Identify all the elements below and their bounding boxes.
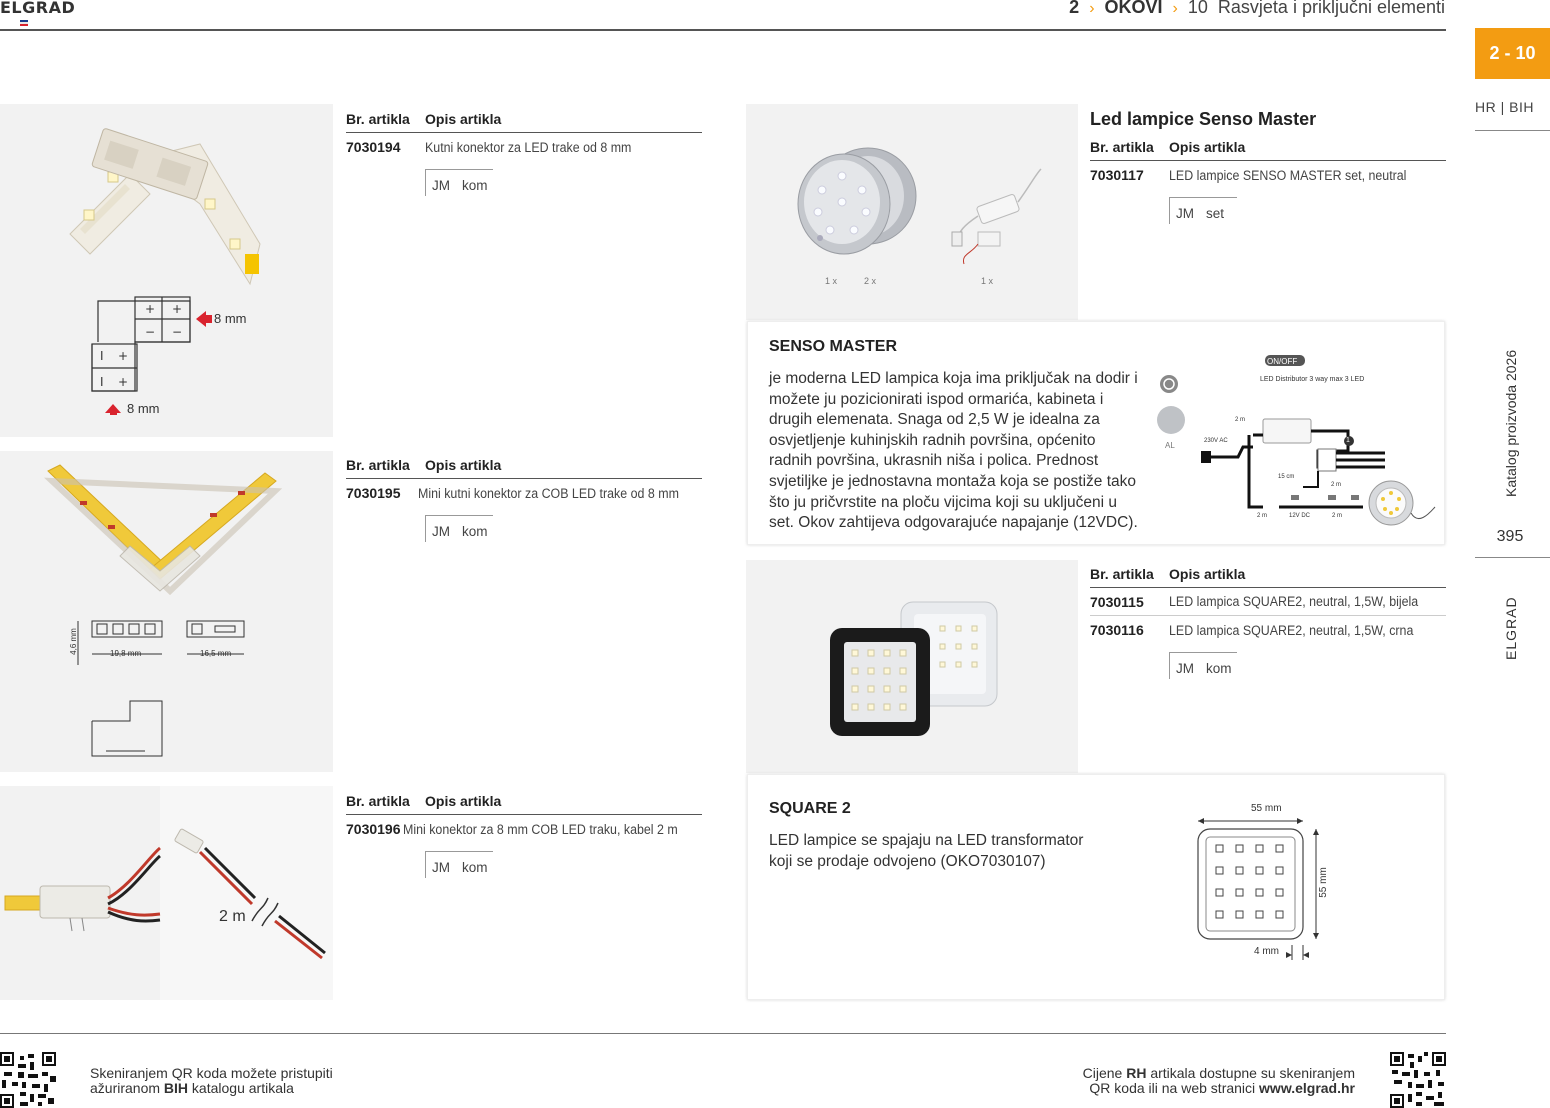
svg-text:+: +	[145, 302, 156, 316]
table-row	[346, 479, 702, 507]
image-dimension-label: 8 mm	[127, 401, 160, 416]
column-header-description: Opis artikla	[425, 457, 502, 473]
article-description: Mini kutni konektor za COB LED trake od 8 mm	[418, 485, 680, 501]
cob-connector-cable-illustration	[0, 786, 333, 1000]
unit-label: JM	[432, 860, 450, 875]
svg-text:I: I	[100, 349, 104, 363]
image-dimension-label: 19,8 mm	[110, 649, 142, 658]
breadcrumb	[1069, 0, 1445, 18]
dc-label: 12V DC	[1289, 513, 1311, 519]
product-image-7030195	[0, 451, 333, 772]
unit-label: JM	[1176, 661, 1194, 676]
cable-length-label: 2 m	[1331, 482, 1342, 488]
column-header-code: Br. artikla	[346, 793, 410, 809]
image-quantity-label: 2 x	[864, 276, 877, 286]
chevron-right-icon: ›	[1089, 0, 1095, 17]
unit-value: kom	[462, 524, 488, 539]
article-description: Mini konektor za 8 mm COB LED traku, kabel 2 m	[403, 821, 679, 837]
column-header-code: Br. artikla	[1090, 139, 1154, 155]
table-row	[1090, 161, 1446, 189]
product-table	[346, 793, 702, 878]
column-header-code: Br. artikla	[346, 111, 410, 127]
table-header	[346, 793, 702, 815]
side-brand: ELGRAD	[1503, 596, 1519, 660]
footer-text: artikala dostupne su skeniranjem	[1146, 1065, 1355, 1081]
mini-corner-connector-illustration	[0, 451, 333, 772]
info-title: SENSO MASTER	[769, 338, 898, 355]
catalog-label: Katalog proizvoda 2026	[1503, 349, 1519, 497]
image-dimension-label: 4,6 mm	[68, 628, 78, 655]
footer-text: ažuriranom	[90, 1080, 164, 1096]
table-header	[1090, 139, 1446, 161]
svg-text:+: +	[172, 302, 183, 316]
table-header	[1090, 566, 1446, 588]
article-code: 7030116	[1090, 622, 1144, 638]
image-quantity-label: 1 x	[825, 276, 838, 286]
breadcrumb-section[interactable]: OKOVI	[1104, 0, 1163, 17]
unit-value: kom	[462, 178, 488, 193]
connector-number-badge: 1	[1346, 437, 1350, 444]
section-badge: 2 - 10	[1475, 28, 1550, 79]
info-title: SQUARE 2	[769, 800, 851, 817]
unit-box	[425, 515, 493, 542]
image-dimension-label: 8 mm	[214, 311, 247, 326]
unit-value: kom	[462, 860, 488, 875]
table-row	[1090, 616, 1446, 644]
table-row	[1090, 588, 1446, 616]
ac-label: 230V AC	[1204, 438, 1228, 444]
svg-text:+: +	[118, 349, 129, 363]
article-code: 7030117	[1090, 167, 1144, 183]
senso-master-set-illustration	[746, 104, 1078, 320]
footer-text: Cijene	[1082, 1065, 1127, 1081]
unit-value: kom	[1206, 661, 1232, 676]
chevron-right-icon: ›	[1172, 0, 1178, 17]
article-description: LED lampice SENSO MASTER set, neutral	[1169, 167, 1407, 183]
header-divider	[0, 29, 1446, 31]
svg-text:−: −	[172, 325, 183, 339]
article-description: LED lampica SQUARE2, neutral, 1,5W, bijela	[1169, 594, 1419, 609]
column-header-description: Opis artikla	[425, 793, 502, 809]
square2-lamps-illustration	[746, 560, 1078, 773]
footer-text-bold: BIH	[163, 1080, 189, 1096]
footer-bih-note	[90, 1066, 333, 1096]
article-description: Kutni konektor za LED trake od 8 mm	[425, 139, 632, 155]
svg-text:−: −	[145, 325, 156, 339]
product-table	[1090, 139, 1446, 224]
dimension-height: 55 mm	[1317, 867, 1329, 898]
unit-label: JM	[432, 524, 450, 539]
table-row	[346, 133, 702, 161]
breadcrumb-subsection-number[interactable]: 10	[1187, 0, 1208, 17]
column-header-description: Opis artikla	[425, 111, 502, 127]
qr-code-rh-icon[interactable]	[1390, 1052, 1446, 1108]
unit-box	[425, 169, 493, 196]
article-code: 7030194	[346, 139, 401, 155]
square2-info-box	[747, 774, 1445, 1000]
product-table	[346, 111, 702, 196]
senso-master-info-box	[747, 321, 1445, 545]
product-table	[1090, 566, 1446, 679]
product-image-7030115-7030116	[746, 560, 1078, 773]
article-description: LED lampica SQUARE2, neutral, 1,5W, crna	[1169, 622, 1414, 638]
footer-divider	[0, 1033, 1446, 1034]
distributor-label: LED Distributor 3 way max 3 LED	[1260, 376, 1365, 383]
cable-length-label: 2 m	[1257, 513, 1268, 519]
table-row	[346, 815, 702, 843]
side-divider	[1475, 130, 1550, 131]
dimension-width: 55 mm	[1251, 803, 1282, 814]
footer-text: Skeniranjem QR koda možete pristupiti	[90, 1065, 333, 1081]
image-quantity-label: 1 x	[981, 276, 994, 286]
column-header-description: Opis artikla	[1169, 139, 1246, 155]
info-description: je moderna LED lampica koja ima priključak na dodir i možete ju pozicionirati ispod ormarića, kabineta i drugih elemenata. Snaga od 2,5 W je idealna za osvjetljenje kuhinjskih radnih površina, općenito radnih površina, ukrasnih niša i polica. Prednost svjetiljke je jednostavna montaža koja se postiže tako što ju pričvrstite na ploču vijcima koji su uključeni u set. Okov zahtijeva odgovarajuće napajanje (12VDC).	[769, 370, 1138, 532]
image-dimension-label: 2 m	[219, 908, 246, 925]
product-table	[346, 457, 702, 542]
footer-text: QR koda ili na web stranici	[1089, 1080, 1260, 1096]
al-label: AL	[1165, 441, 1175, 450]
article-code: 7030196	[346, 821, 401, 837]
page-number: 395	[1496, 528, 1524, 545]
corner-connector-illustration	[0, 104, 333, 437]
column-header-code: Br. artikla	[1090, 566, 1154, 582]
cable-length-label: 2 m	[1332, 513, 1343, 519]
product-image-7030117	[746, 104, 1078, 320]
unit-box	[1169, 197, 1237, 224]
footer-text: katalogu artikala	[188, 1080, 294, 1096]
unit-value: set	[1206, 206, 1225, 221]
language-label: HR | BIH	[1475, 99, 1534, 115]
side-divider	[1475, 557, 1550, 558]
brand-logo: ELGRAD	[0, 0, 76, 17]
unit-box	[1169, 652, 1237, 679]
product-image-7030194	[0, 104, 333, 437]
product-image-7030196	[0, 786, 333, 1000]
on-off-label: ON/OFF	[1267, 357, 1298, 366]
column-header-description: Opis artikla	[1169, 566, 1246, 582]
website-link[interactable]: www.elgrad.hr	[1259, 1080, 1355, 1096]
column-header-code: Br. artikla	[346, 457, 410, 473]
info-description: LED lampice se spajaju na LED transformator koji se prodaje odvojeno (OKO7030107)	[769, 832, 1084, 870]
unit-box	[425, 851, 493, 878]
unit-label: JM	[1176, 206, 1194, 221]
article-code: 7030115	[1090, 593, 1144, 610]
unit-label: JM	[432, 178, 450, 193]
bih-flag-icon	[20, 20, 28, 26]
svg-text:+: +	[118, 375, 129, 389]
cable-length-label: 2 m	[1235, 417, 1246, 423]
footer-rh-note	[1083, 1066, 1355, 1096]
dimension-depth: 4 mm	[1254, 946, 1279, 957]
cable-length-label: 15 cm	[1278, 474, 1295, 480]
breadcrumb-subsection[interactable]: Rasvjeta i priključni elementi	[1217, 0, 1445, 17]
qr-code-bih-icon[interactable]	[0, 1052, 56, 1108]
image-dimension-label: 16,5 mm	[200, 649, 232, 658]
table-header	[346, 111, 702, 133]
article-code: 7030195	[346, 485, 401, 501]
footer-text-bold: RH	[1126, 1065, 1147, 1081]
svg-text:I: I	[100, 375, 104, 389]
table-header	[346, 457, 702, 479]
product-title: Led lampice Senso Master	[1090, 109, 1317, 129]
breadcrumb-chapter[interactable]: 2	[1069, 0, 1080, 17]
